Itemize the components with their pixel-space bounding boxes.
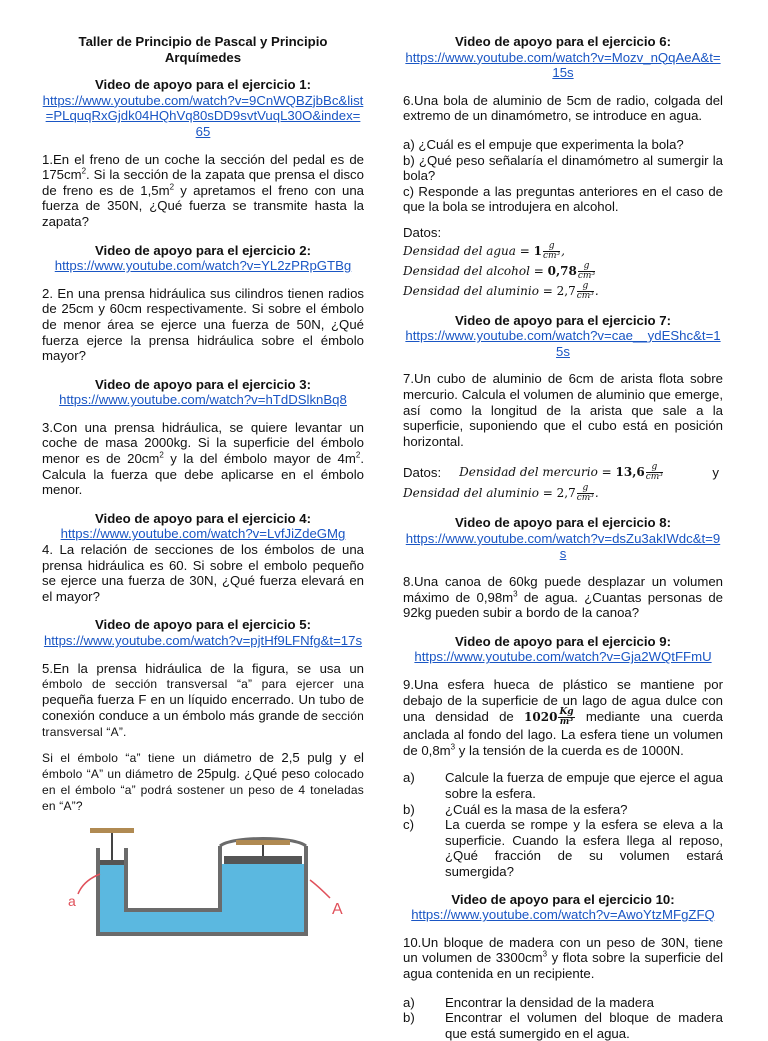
- exercise-7-density-aluminum: Densidad del aluminio = 2,7 $\frac{g}{\text{cm³}}$ .: [403, 483, 599, 504]
- video-link-7[interactable]: https://www.youtube.com/watch?v=cae__ydEShc&t=15s: [405, 328, 721, 359]
- video-heading-1: Video de apoyo para el ejercicio 1:: [95, 77, 311, 93]
- video-link-10[interactable]: https://www.youtube.com/watch?v=AwoYtzMFgZFQ: [411, 907, 715, 923]
- exercise-4: 4. La relación de secciones de los émbolos de una prensa hidráulica es 60. Si sobre el embolo pequeño se ejerce una fuerza de 30N, ¿Qué fuerza elevará en el mayor?: [42, 542, 364, 604]
- video-link-9[interactable]: https://www.youtube.com/watch?v=Gja2WQtFFmU: [414, 649, 712, 665]
- exercise-6-item-b: b) ¿Qué peso señalaría el dinamómetro al sumergir la bola?: [403, 152, 723, 184]
- video-heading-5: Video de apoyo para el ejercicio 5:: [95, 617, 311, 633]
- exercise-6-item-c: c) Responde a las preguntas anteriores en el caso de que la bola se introdujera en alcohol.: [403, 183, 723, 215]
- video-heading-2: Video de apoyo para el ejercicio 2:: [95, 242, 311, 258]
- video-heading-8: Video de apoyo para el ejercicio 8:: [455, 515, 671, 531]
- video-link-2[interactable]: https://www.youtube.com/watch?v=YL2zPRpGTBg: [54, 258, 352, 274]
- exercise-10: 10.Un bloque de madera con un peso de 30N, tiene un volumen de $3300cm^3$ y flota sobre la superficie del agua contenida en un recipiente.: [403, 934, 724, 981]
- large-piston-plate: [236, 840, 290, 845]
- water-fill: [100, 864, 304, 932]
- exercise-7: 7.Un cubo de aluminio de 6cm de arista flota sobre mercurio. Calcula el volumen de aluminio que emerge, así como la longitud de la arista que sale a la superficie, suponiendo que el cubo está en posición horizontal.: [403, 371, 723, 449]
- video-heading-3: Video de apoyo para el ejercicio 3:: [95, 376, 311, 392]
- video-link-1[interactable]: https://www.youtube.com/watch?v=9CnWQBZjbBc&list=PLquqRxGjdk04HQhVq80sDD9svtVuqL30O&index=65: [42, 92, 364, 139]
- exercise-10-item-b: b) Encontrar el volumen del bloque de madera que está sumergido en el agua.: [403, 1010, 723, 1041]
- label-a: a: [68, 892, 76, 909]
- hydraulic-press-figure: [42, 824, 364, 936]
- label-A: A: [332, 900, 343, 918]
- exercise-8: 8.Una canoa de 60kg puede desplazar un volumen máximo de $0,98m^3$ de agua. ¿Cuantas personas de 92kg pueden subir a bordo de la canoa?: [403, 574, 723, 621]
- exercise-9-item-a: a) Calcule la fuerza de empuje que ejerce el agua sobre la esfera.: [403, 770, 723, 801]
- exercise-6: 6.Una bola de aluminio de 5cm de radio, colgada del extremo de un dinamómetro, se introduce en agua.: [403, 92, 723, 124]
- video-link-5[interactable]: https://www.youtube.com/watch?v=pjtHf9LFNfg&t=17s: [43, 633, 363, 648]
- exercise-10-item-a: a) Encontrar la densidad de la madera: [403, 994, 654, 1010]
- exercise-7-datos-row: Datos: Densidad del mercurio = 13,6 $\frac{g}{\text{cm³}}$ y: [403, 462, 719, 483]
- video-heading-6: Video de apoyo para el ejercicio 6:: [455, 34, 671, 49]
- video-link-3[interactable]: https://www.youtube.com/watch?v=hTdDSlknBq8: [59, 392, 347, 408]
- exercise-9: 9.Una esfera hueca de plástico se mantiene por debajo de la superficie de un lago de agua dulce con una densidad de 1020 $\frac{Kg}{\text{m³}}$ mediante una cuerda anclada al fondo del lago. La esfera tiene un volumen de $0,8m^3$ y la tensión de la cuerda es de 1000N.: [403, 677, 723, 758]
- video-heading-10: Video de apoyo para el ejercicio 10:: [451, 891, 675, 907]
- density-water: Densidad del agua = 1 $\frac{g}{\text{cm³}}$ ,: [403, 240, 565, 261]
- video-heading-9: Video de apoyo para el ejercicio 9:: [455, 633, 671, 649]
- exercise-2: 2. En una prensa hidráulica sus cilindros tienen radios de 25cm y 60cm respectivamente. Si sobre el émbolo de menor área se ejerce una fuerza de 50N, ¿Qué fuerza ejerce la prensa hidráulica sobre el émbolo mayor?: [42, 285, 364, 364]
- large-piston-head: [224, 856, 302, 864]
- video-link-8[interactable]: https://www.youtube.com/watch?v=dsZu3akIWdc&t=9s: [405, 530, 721, 562]
- exercise-5-question: Si el émbolo “a” tiene un diámetro de 2,5 pulg y el émbolo “A” un diámetro de 25pulg. ¿Qué peso colocado en el émbolo “a” podrá sostener un peso de 4 toneladas en “A”?: [42, 749, 364, 813]
- exercise-3: 3.Con una prensa hidráulica, se quiere levantar un coche de masa 2000kg. Si la superficie del émbolo menor es de $20cm^2$ y la del émbolo mayor de $4m^2$. Calcula la fuerza que debe aplicarse en el émbolo menor.: [42, 419, 365, 498]
- video-heading-7: Video de apoyo para el ejercicio 7:: [455, 312, 671, 328]
- exercise-9-item-c: c) La cuerda se rompe y la esfera se eleva a la superficie. Cuando la esfera llega al reposo, ¿Qué fracción de su volumen estará sumergida?: [403, 817, 723, 879]
- video-link-6[interactable]: https://www.youtube.com/watch?v=Mozv_nQqAeA&t=15s: [405, 49, 721, 81]
- left-column: [42, 34, 364, 939]
- right-column: [403, 34, 723, 1041]
- exercise-6-datos: Datos:: [403, 224, 442, 240]
- exercise-5-intro: 5.En la prensa hidráulica de la figura, se usa un émbolo de sección transversal “a” para ejercer una pequeña fuerza F en un líquido encerrado. Un tubo de conexión conduce a un émbolo más grande de sección transversal “A”.: [42, 660, 364, 739]
- small-piston-head: [100, 860, 124, 865]
- density-aluminum: Densidad del aluminio = 2,7 $\frac{g}{\text{cm³}}$ .: [403, 280, 599, 301]
- small-piston-plate: [90, 828, 134, 833]
- exercise-6-item-a: a) ¿Cuál es el empuje que experimenta la bola?: [403, 136, 684, 152]
- density-alcohol: Densidad del alcohol = 0,78 $\frac{g}{\text{cm³}}$: [403, 260, 596, 281]
- document-title: Taller de Principio de Pascal y Principio Arquímedes: [78, 34, 328, 65]
- exercise-9-item-b: b) ¿Cuál es la masa de la esfera?: [403, 801, 628, 817]
- video-link-4[interactable]: https://www.youtube.com/watch?v=LvfJiZdeGMg: [60, 526, 346, 542]
- arrow-large: [310, 880, 330, 898]
- exercise-1: 1.En el freno de un coche la sección del pedal es de $175cm^2$. Si la sección de la zapata que prensa el disco de freno es de $1,5m^2$ y apretamos el freno con una fuerza de 350N, ¿Qué fuerza se transmite hasta la zapata?: [42, 151, 364, 229]
- video-heading-4: Video de apoyo para el ejercicio 4:: [95, 510, 311, 526]
